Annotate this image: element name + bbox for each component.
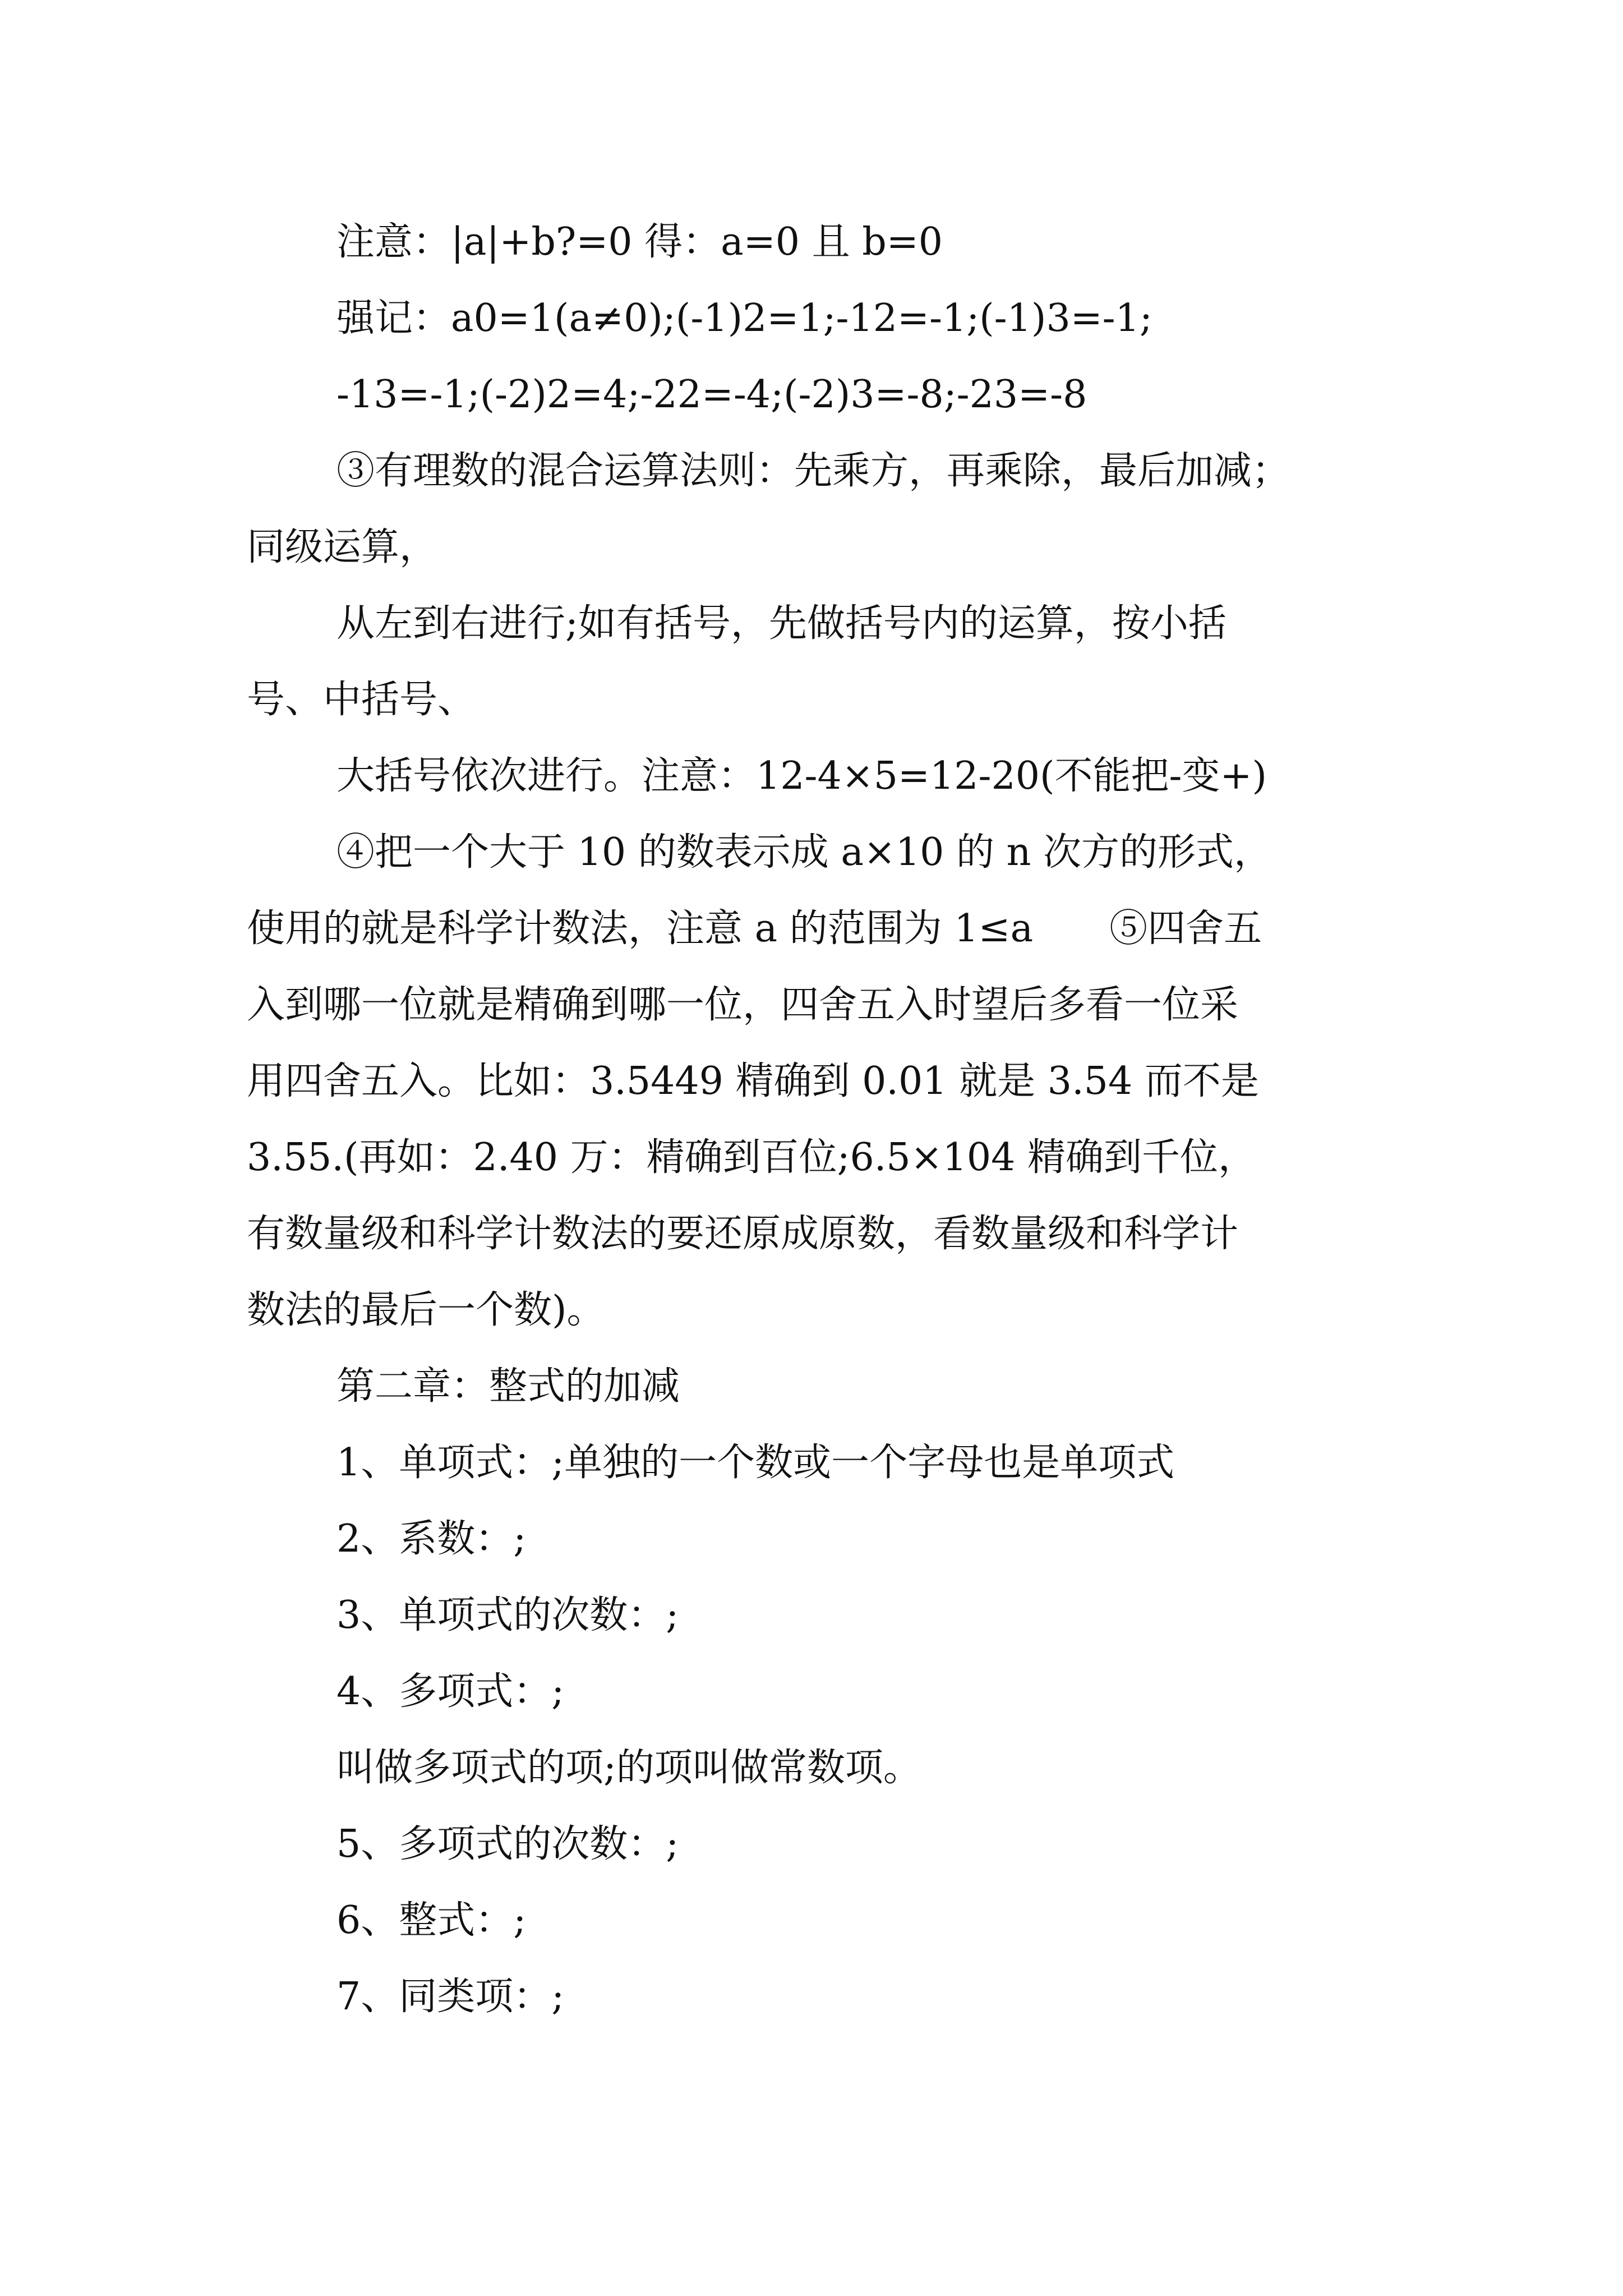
text-line-23: 6、整式：; — [336, 1898, 527, 1943]
text-line-1: 注意：|a|+b?=0 得：a=0 且 b=0 — [336, 220, 943, 264]
text-line-9: ④把一个大于 10 的数表示成 a×10 的 n 次方的形式， — [336, 830, 1272, 875]
chapter-heading: 第二章：整式的加减 — [336, 1364, 680, 1409]
text-line-11: 入到哪一位就是精确到哪一位，四舍五入时望后多看一位采 — [247, 983, 1239, 1027]
text-line-19: 3、单项式的次数：; — [336, 1593, 679, 1637]
text-line-18: 2、系数：; — [336, 1517, 527, 1561]
text-line-17: 1、单项式：;单独的一个数或一个字母也是单项式 — [336, 1441, 1175, 1485]
text-line-4: ③有理数的混合运算法则：先乘方，再乘除，最后加减； — [336, 449, 1290, 493]
text-line-15: 数法的最后一个数)。 — [247, 1288, 605, 1332]
text-line-13: 3.55.(再如：2.40 万：精确到百位;6.5×104 精确到千位， — [247, 1135, 1257, 1180]
text-line-2: 强记：a0=1(a≠0);(-1)2=1;-12=-1;(-1)3=-1; — [336, 296, 1152, 341]
text-line-14: 有数量级和科学计数法的要还原成原数，看数量级和科学计 — [247, 1212, 1239, 1256]
text-line-3: -13=-1;(-2)2=4;-22=-4;(-2)3=-8;-23=-8 — [336, 372, 1087, 417]
text-line-10: 使用的就是科学计数法，注意 a 的范围为 1≤a ⑤四舍五 — [247, 907, 1262, 951]
text-line-8: 大括号依次进行。注意：12-4×5=12-20(不能把-变+) — [336, 754, 1267, 798]
text-line-20: 4、多项式：; — [336, 1669, 565, 1714]
text-line-5: 同级运算， — [247, 525, 438, 569]
text-line-6: 从左到右进行;如有括号，先做括号内的运算，按小括 — [336, 601, 1227, 646]
text-line-12: 用四舍五入。比如：3.5449 精确到 0.01 就是 3.54 而不是 — [247, 1059, 1259, 1103]
text-line-24: 7、同类项：; — [336, 1975, 565, 2019]
text-line-22: 5、多项式的次数：; — [336, 1822, 679, 1866]
text-line-21: 叫做多项式的项;的项叫做常数项。 — [336, 1746, 921, 1790]
text-line-7: 号、中括号、 — [247, 678, 476, 722]
